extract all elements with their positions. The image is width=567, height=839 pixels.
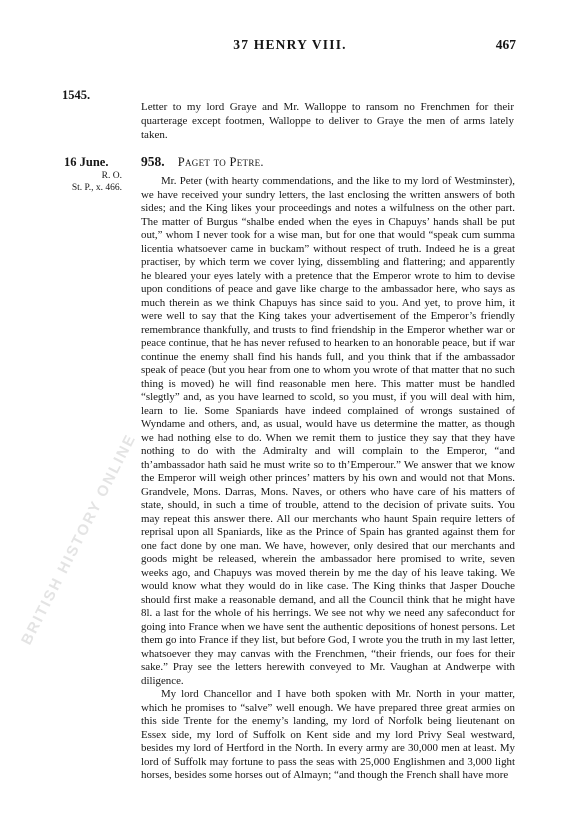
entry-title: Paget to Petre. <box>177 155 264 169</box>
margin-reference-line: St. P., x. 466. <box>71 183 122 193</box>
entry-number: 958. <box>141 154 165 169</box>
body-paragraph: My lord Chancellor and I have both spoken with Mr. North in your matter, which he promises to “salve” well enough. We have prepared three great armies on this side Trente for the enemy’s landing, my lord of Norfolk being lieutenant on Essex side, my lord of Suffolk on Kent side and my lord Privy Seal westward, besides my lord of Hertford in the North. In every army are 30,000 men at least. My lord of Suffolk may fortune to pass the seas with 25,000 Englishmen and 3,000 light horses, besides some horses out of Almayn; “and though the French shall have more <box>141 688 515 781</box>
body-paragraph: Mr. Peter (with hearty commendations, and the like to my lord of Westminster), we have received your sundry letters, the last enclosing the written answers of both sides; and the King likes your proceedings and notes a wilfulness on the other part. The matter of Burgus “shalbe ended when the eyes in Chapuys’ hands shall be put out,” whom I never took for a wise man, but for one that would “speak cum summa licentia whatsoever came in buckam” without respect of truth. Indeed he is a great practiser, by which term we cover lying, dissembling and flattering; and apparently he bleared your eyes lately with a pretence that the Emperor wrote to him to devise upon conditions of peace and gave like charge to the ambassador here, who says as much therein as we think Chapuys has since said to you. And yet, to prove him, it were well to say that the King takes your advertisement of the Emperor’s friendly remembrance thankfully, and trusts to find friendship in the Emperor whether war or peace continue, that he has never refused to hearken to an honorable peace, but if war continue the enemy shall find his hands full, and you think that if the ambassador speak of peace (but you hear from one to whom you wrote of that matter that no such thing is moved) he will find reasonable men here. This matter must be handled “slegtly” and, as you have learned to scold, so you must, if you will deal with him, learn to lie. Some Spaniards have indeed complained of wrongs sustained of Wyndame and others, and, as usual, would have us determine the matter, as though we had nothing else to do. When we remit them to justice they say that they have nothing to do with the Admiralty and will complain to the Emperor, “and th’ambassador hath said he must write so to th’Emperour.” We answer that we know the Emperor will weigh other princes’ matters by his own and would not that Mons. Grandvele, Mons. Darras, Mons. Naves, or others who have care of his matters of state, should, in such a time of trouble, attend to the decision of private suits. You may repeat this answer there. All our merchants who haunt Spain require letters of reprisal upon all Spaniards, like as the Prince of Spain has granted against them for one fact done by one man. We have, however, only desired that our merchants and goods might be released, wherein the ambassador here promised to write, seven weeks ago, and Chapuys was moved therein by me the day of his leave taking. We would know what they would do in like case. The King thinks that Jasper Douche should first make a reasonable demand, and all the Council think that he might have 8l. a last for the whole of his herrings. We see not why we need any safeconduct for going into France when we have sent the authentic depositions of honest persons. Let them go into France if they list, but before God, I wrote you the truth in my last letter, whatsoever they may canvas with the Frenchmen, “their friends, our foes for their sake.” Pray see the letters herewith conveyed to Mr. Vaughan at Andwerpe with diligence. <box>141 175 515 687</box>
page-number: 467 <box>495 37 516 52</box>
entry-body <box>141 175 515 783</box>
margin-date: 16 June. <box>64 155 109 169</box>
margin-reference-line: R. O. <box>101 171 122 181</box>
running-head: 37 HENRY VIII. <box>233 37 347 52</box>
entry-heading <box>141 154 264 170</box>
margin-reference <box>62 170 122 194</box>
margin-year: 1545. <box>62 88 91 102</box>
previous-entry-text: Letter to my lord Graye and Mr. Walloppe to ransom no Frenchmen for their quarterage except footmen, Walloppe to deliver to Graye the men of arms lately taken. <box>141 101 514 142</box>
watermark-stamp: BRITISH HISTORY ONLINE <box>18 430 140 648</box>
page-header <box>64 37 516 57</box>
